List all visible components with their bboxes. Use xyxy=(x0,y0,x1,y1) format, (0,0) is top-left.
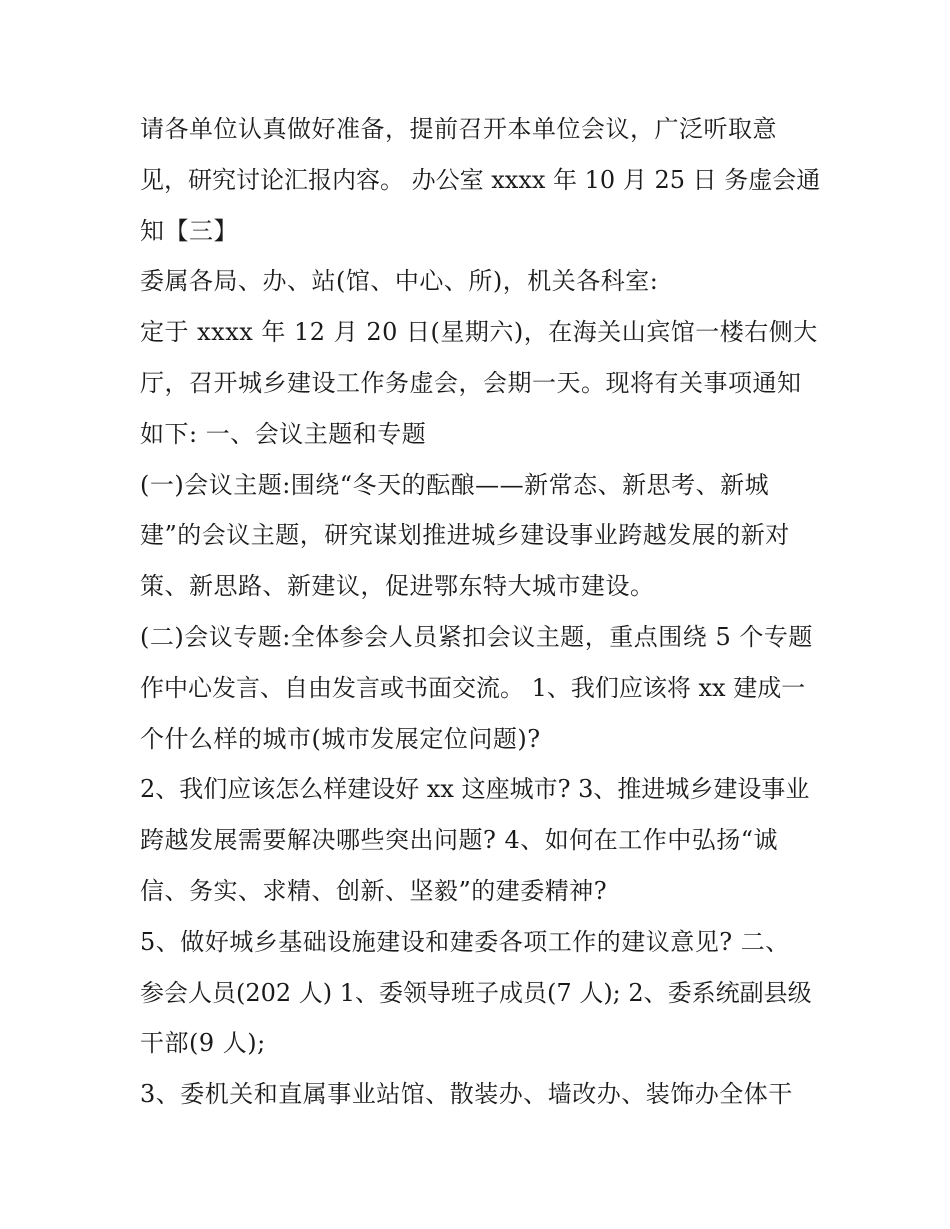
text-line: 个什么样的城市(城市发展定位问题)? xyxy=(140,724,541,753)
text-line: 委属各局、办、站(馆、中心、所)，机关各科室: xyxy=(140,267,659,296)
text-line: 参会人员(202 人) 1、委领导班子成员(7 人); 2、委系统副县级 xyxy=(140,978,812,1007)
text-line: 如下: 一、会议主题和专题 xyxy=(140,419,427,448)
text-line: 信、务实、求精、创新、坚毅”的建委精神? xyxy=(140,876,608,905)
text-line: 请各单位认真做好准备，提前召开本单位会议，广泛听取意 xyxy=(140,115,777,143)
text-line: 3、委机关和直属事业站馆、散装办、墙改办、装饰办全体干 xyxy=(140,1080,793,1109)
text-line: 定于 xxxx 年 12 月 20 日(星期六)，在海关山宾馆一楼右侧大 xyxy=(140,318,818,347)
text-line: 知【三】 xyxy=(140,216,238,245)
text-line: 厅，召开城乡建设工作务虚会，会期一天。现将有关事项通知 xyxy=(140,368,802,397)
text-line: 作中心发言、自由发言或书面交流。 1、我们应该将 xx 建成一 xyxy=(140,673,806,702)
text-line: 建”的会议主题，研究谋划推进城乡建设事业跨越发展的新对 xyxy=(140,521,790,550)
text-line: (一)会议主题:围绕“冬天的酝酿——新常态、新思考、新城 xyxy=(140,470,770,499)
text-line: 见，研究讨论汇报内容。 办公室 xxxx 年 10 月 25 日 务虚会通 xyxy=(140,165,821,194)
text-line: 策、新思路、新建议，促进鄂东特大城市建设。 xyxy=(140,572,655,601)
text-line: 5、做好城乡基础设施建设和建委各项工作的建议意见? 二、 xyxy=(140,927,790,956)
text-line: 2、我们应该怎么样建设好 xx 这座城市? 3、推进城乡建设事业 xyxy=(140,775,810,804)
text-line: 干部(9 人); xyxy=(140,1029,266,1058)
document-body xyxy=(140,104,820,1120)
text-line: (二)会议专题:全体参会人员紧扣会议主题，重点围绕 5 个专题 xyxy=(140,622,813,651)
text-line: 跨越发展需要解决哪些突出问题? 4、如何在工作中弘扬“诚 xyxy=(140,826,779,855)
